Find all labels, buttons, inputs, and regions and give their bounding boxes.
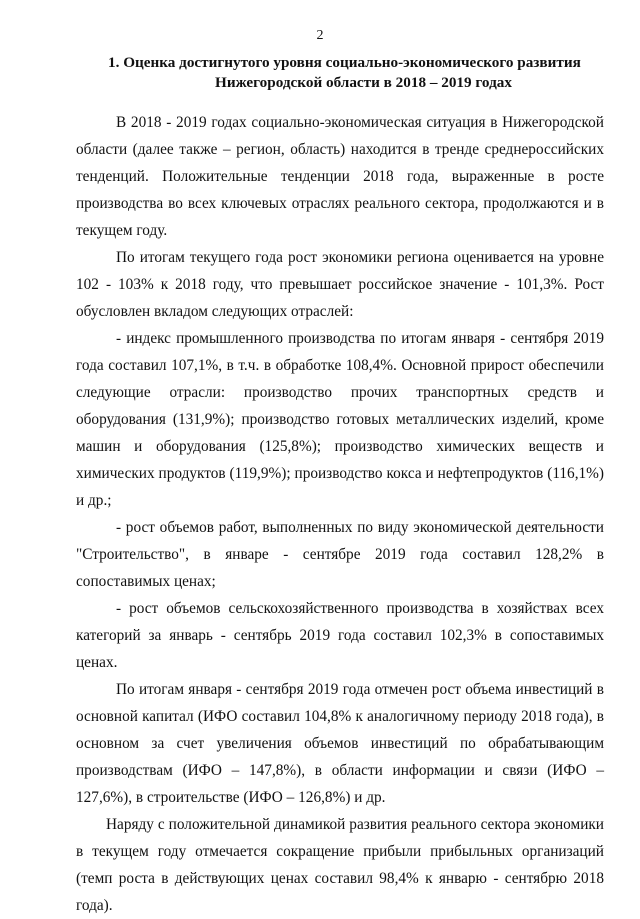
section-heading <box>108 53 613 93</box>
paragraph-intro: В 2018 - 2019 годах социально-экономическая ситуация в Нижегородской области (далее также – регион, область) находится в тренде среднероссийских тенденций. Положительные тенденции 2018 года, выраженные в росте производства во всех ключевых отраслях реального сектора, продолжаются и в текущем году. <box>76 114 604 239</box>
paragraph-growth-estimate: По итогам текущего года рост экономики региона оценивается на уровне 102 - 103% к 2018 году, что превышает российское значение - 101,3%. Рост обусловлен вкладом следующих отраслей: <box>76 249 604 320</box>
paragraph-industrial-index: - индекс промышленного производства по итогам января - сентября 2019 года составил 107,1%, в т.ч. в обработке 108,4%. Основной прирост обеспечили следующие отрасли: производство прочих транспортных средств и оборудования (131,9%); производство готовых металлических изделий, кроме машин и оборудования (125,8%); производство химических веществ и химических продуктов (119,9%); производство кокса и нефтепродуктов (116,1%) и др.; <box>76 330 604 509</box>
section-heading-line-2: Нижегородской области в 2018 – 2019 годах <box>215 74 512 91</box>
paragraph-profit: Наряду с положительной динамикой развития реального сектора экономики в текущем году отмечается сокращение прибыли прибыльных организаций (темп роста в действующих ценах составил 98,4% к январю - сентябрю 2018 года). <box>76 816 604 914</box>
page-number: 2 <box>316 28 324 43</box>
document-body <box>76 109 604 919</box>
paragraph-agriculture: - рост объемов сельскохозяйственного производства в хозяйствах всех категорий за январь - сентябрь 2019 года составил 102,3% в сопоставимых ценах. <box>76 600 604 671</box>
section-heading-line-1: 1. Оценка достигнутого уровня социально-экономического развития <box>108 54 581 71</box>
paragraph-construction: - рост объемов работ, выполненных по виду экономической деятельности "Строительство", в январе - сентябре 2019 года составил 128,2% в сопоставимых ценах; <box>76 519 604 590</box>
paragraph-investment: По итогам января - сентября 2019 года отмечен рост объема инвестиций в основной капитал (ИФО составил 104,8% к аналогичному периоду 2018 года), в основном за счет увеличения объемов инвестиций по обрабатывающим производствам (ИФО – 147,8%), в области информации и связи (ИФО – 127,6%), в строительстве (ИФО – 126,8%) и др. <box>76 681 604 806</box>
